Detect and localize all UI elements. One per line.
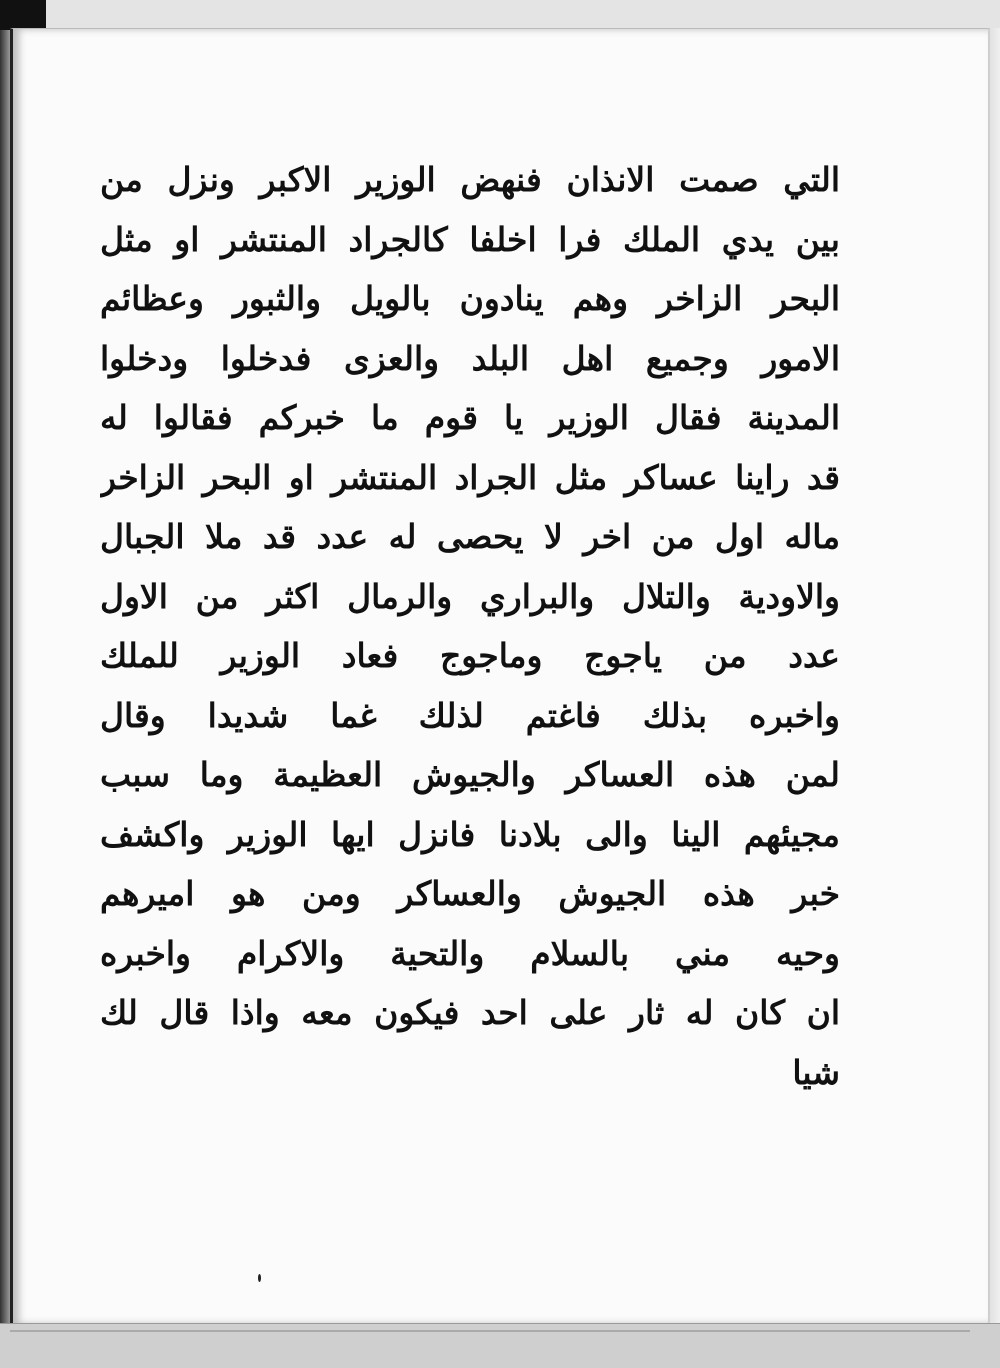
text-line: خبر هذه الجيوش والعساكر ومن هو اميرهم	[100, 874, 840, 913]
text-line: بين يدي الملك فرا اخلفا كالجراد المنتشر او مثل	[100, 219, 840, 259]
catchword: شيا	[792, 1052, 840, 1092]
text-line: والاودية والتلال والبراري والرمال اكثر من الاول	[100, 576, 840, 616]
ink-speck	[258, 1274, 261, 1282]
text-line: لمن هذه العساكر والجيوش العظيمة وما سبب	[100, 755, 840, 794]
spine-shadow	[0, 0, 46, 30]
text-line: عدد من ياجوج وماجوج فعاد الوزير للملك	[100, 636, 840, 675]
page-edge-bottom	[0, 1323, 1000, 1368]
text-line: ماله اول من اخر لا يحصى له عدد قد ملا الجبال	[100, 517, 840, 556]
text-line: ان كان له ثار على احد فيكون معه واذا قال لك	[100, 993, 840, 1032]
text-line: وحيه مني بالسلام والتحية والاكرام واخبره	[100, 933, 840, 973]
text-line: البحر الزاخر وهم ينادون بالويل والثبور وعظائم	[100, 279, 840, 318]
binding-gutter	[0, 0, 10, 1368]
text-line: المدينة فقال الوزير يا قوم ما خبركم فقالوا له	[100, 398, 840, 437]
text-line: التي صمت الانذان فنهض الوزير الاكبر ونزل من	[100, 160, 840, 199]
text-line: واخبره بذلك فاغتم لذلك غما شديدا وقال	[100, 695, 840, 735]
text-line: مجيئهم الينا والى بلادنا فانزل ايها الوزير واكشف	[100, 814, 840, 854]
manuscript-text	[100, 150, 840, 1102]
page-edge-line	[10, 1330, 970, 1332]
text-line: قد راينا عساكر مثل الجراد المنتشر او البحر الزاخر	[100, 457, 840, 497]
text-line: الامور وجميع اهل البلد والعزى فدخلوا ودخلوا	[100, 338, 840, 378]
